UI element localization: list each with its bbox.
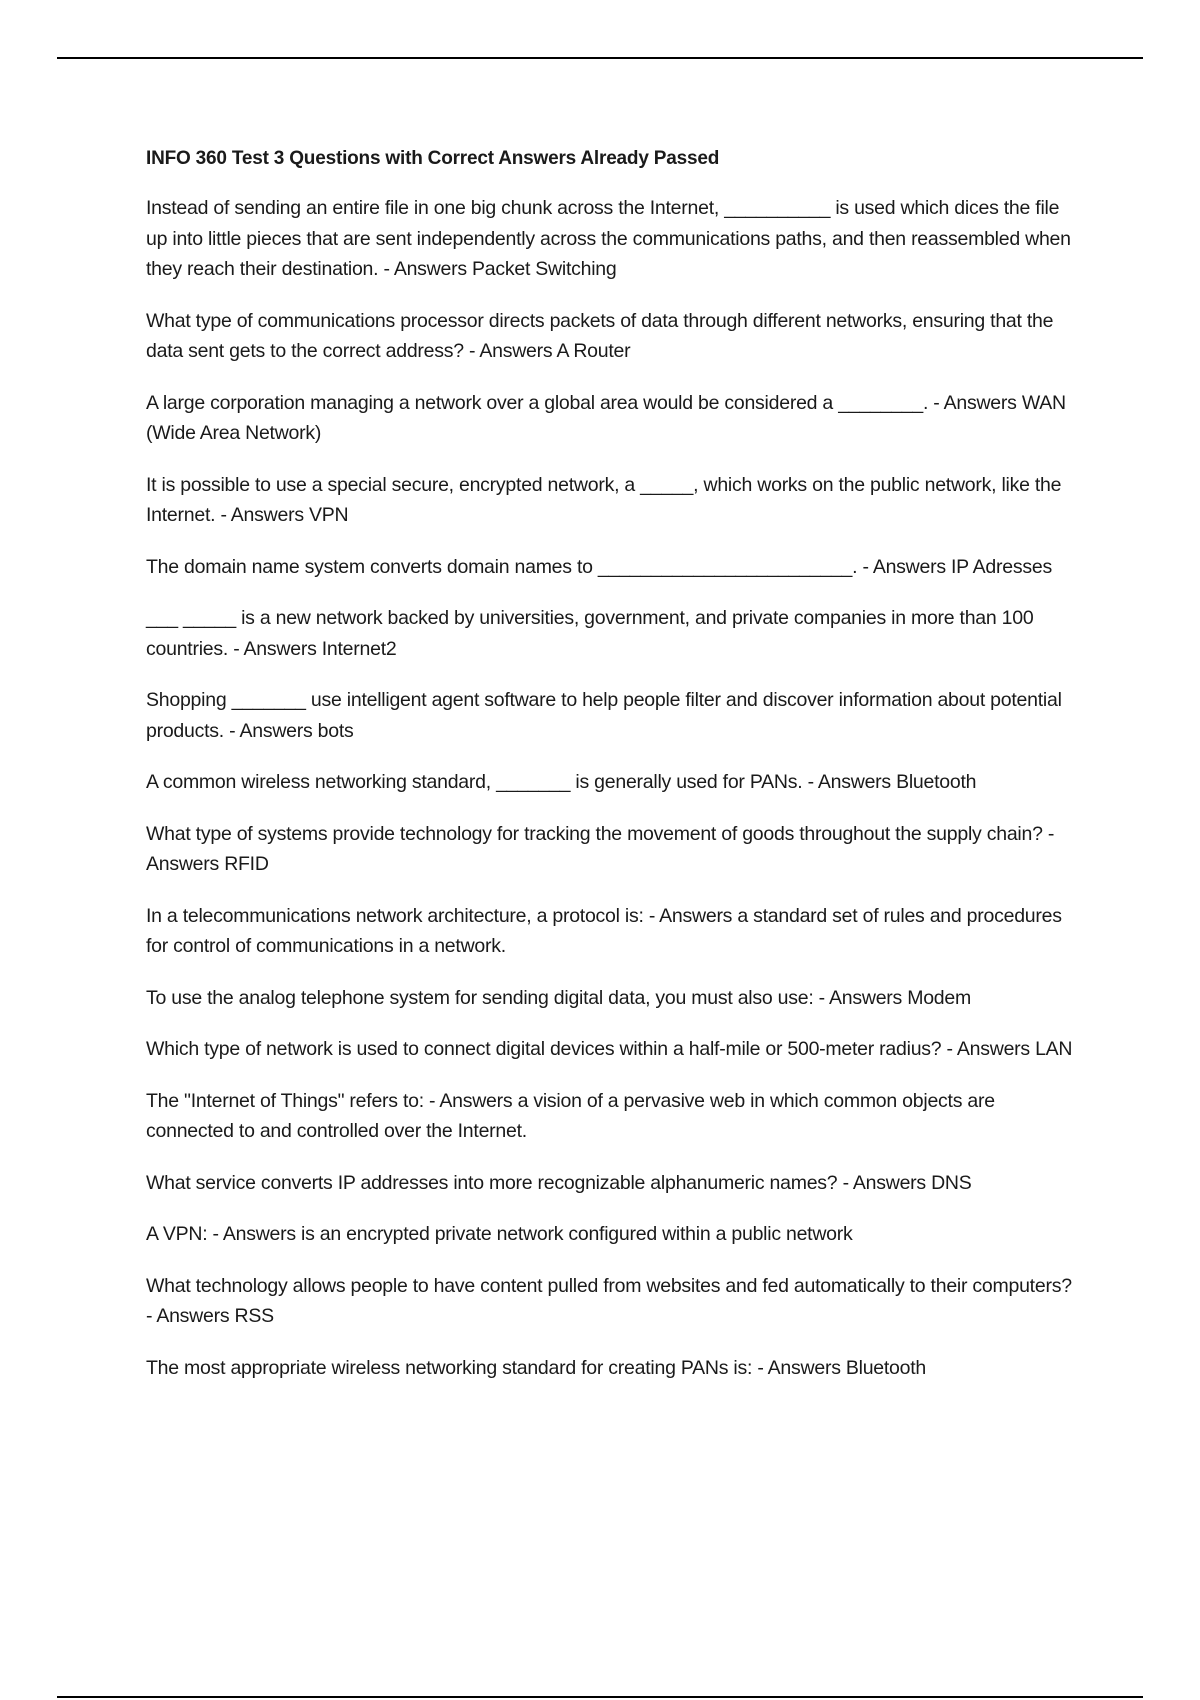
qa-item: The domain name system converts domain names to ________________________. - Answers IP Adresses xyxy=(146,555,1052,578)
qa-item: It is possible to use a special secure, encrypted network, a _____, which works on the public network, like the Internet. - Answers VPN xyxy=(146,473,1062,526)
qa-item: ___ _____ is a new network backed by universities, government, and private companies in more than 100 countries. - Answers Internet2 xyxy=(146,607,1034,660)
footer-rule xyxy=(57,1696,1143,1698)
qa-item: A common wireless networking standard, _______ is generally used for PANs. - Answers Bluetooth xyxy=(146,771,977,793)
qa-item: The "Internet of Things" refers to: - Answers a vision of a pervasive web in which common objects are connected to and controlled over the Internet. xyxy=(146,1089,995,1142)
qa-item: What technology allows people to have content pulled from websites and fed automatically to their computers? - Answers RSS xyxy=(146,1274,1072,1327)
qa-item: Shopping _______ use intelligent agent software to help people filter and discover information about potential products. - Answers bots xyxy=(146,689,1062,742)
qa-item: A VPN: - Answers is an encrypted private network configured within a public network xyxy=(146,1223,853,1245)
qa-item: The most appropriate wireless networking standard for creating PANs is: - Answers Bluetooth xyxy=(146,1356,927,1379)
document-body xyxy=(146,145,1082,1404)
qa-item: Instead of sending an entire file in one big chunk across the Internet, __________ is used which dices the file up into little pieces that are sent independently across the communications paths, and then reassembled when they reach their destination. - Answers Packet Switching xyxy=(146,197,1071,280)
qa-item: A large corporation managing a network over a global area would be considered a ________. - Answers WAN (Wide Area Network) xyxy=(146,391,1066,444)
qa-item: To use the analog telephone system for sending digital data, you must also use: - Answers Modem xyxy=(146,986,971,1009)
qa-item: What service converts IP addresses into more recognizable alphanumeric names? - Answers DNS xyxy=(146,1171,972,1194)
qa-item: What type of communications processor directs packets of data through different networks, ensuring that the data sent gets to the correct address? - Answers A Router xyxy=(146,309,1054,362)
qa-item: What type of systems provide technology for tracking the movement of goods throughout the supply chain? - Answers RFID xyxy=(146,822,1055,875)
qa-item: Which type of network is used to connect digital devices within a half-mile or 500-meter radius? - Answers LAN xyxy=(146,1038,1073,1060)
qa-item: In a telecommunications network architecture, a protocol is: - Answers a standard set of rules and procedures for control of communications in a network. xyxy=(146,904,1062,957)
header-rule xyxy=(57,57,1143,59)
document-title: INFO 360 Test 3 Questions with Correct Answers Already Passed xyxy=(146,148,720,169)
